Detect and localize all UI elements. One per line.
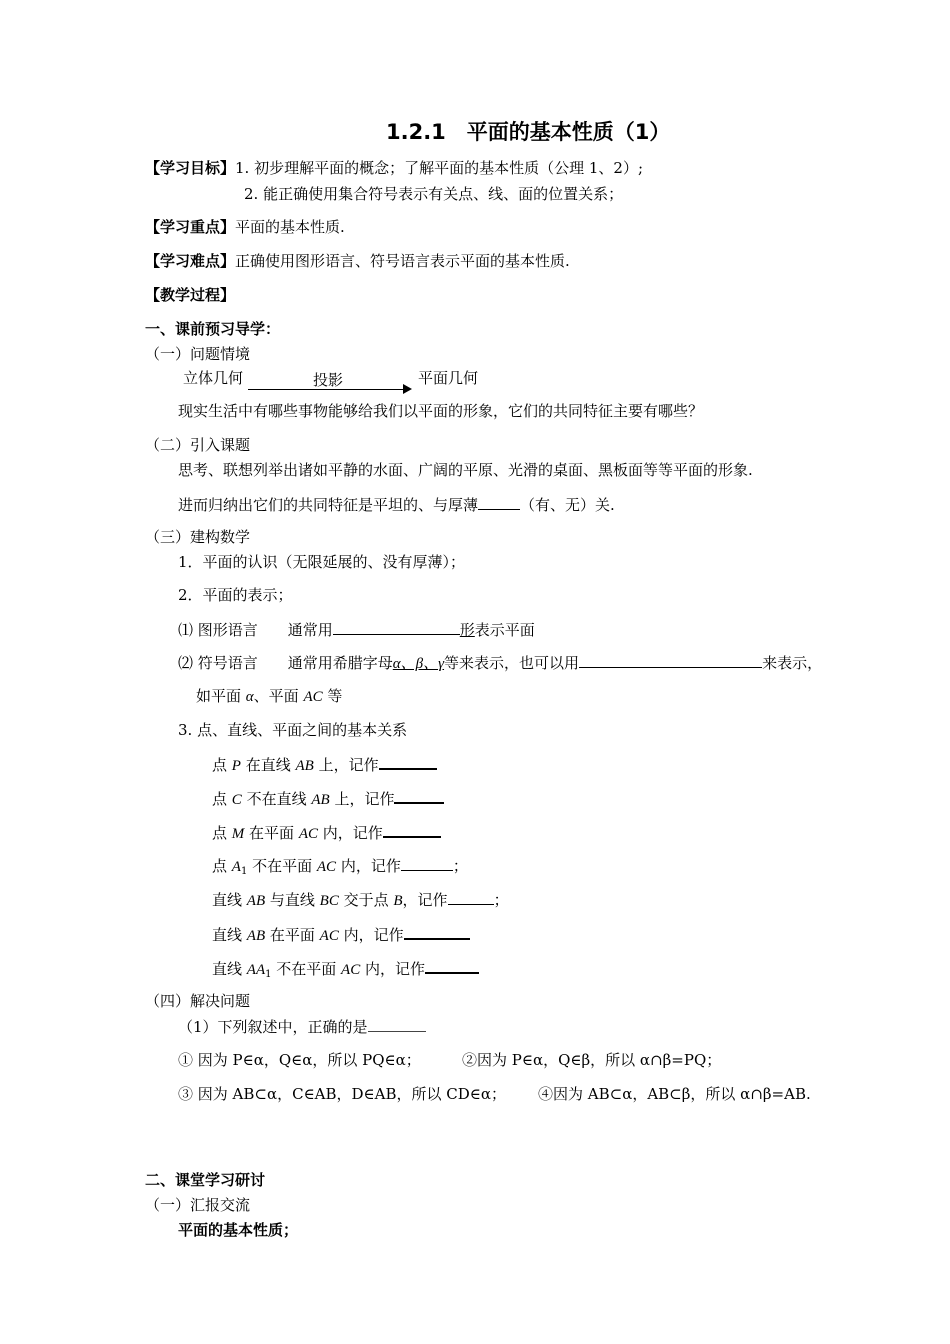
- s4-question-1: （1）下列叙述中，正确的是: [178, 1016, 426, 1037]
- s3-item-2: 2．平面的表示；: [178, 586, 293, 604]
- symbol-language-line: ⑵ 符号语言 通常用希腊字母α、β、γ等来表示，也可以用 来表示，: [178, 654, 823, 672]
- difficulty-text: 正确使用图形语言、符号语言表示平面的基本性质.: [235, 252, 570, 270]
- answer-blank: [404, 923, 470, 940]
- relation-row: 直线 AB 与直线 BC 交于点 B，记作 ；: [212, 891, 509, 909]
- focus-label: 【学习重点】: [145, 218, 236, 236]
- goals-label: 【学习目标】: [145, 159, 236, 177]
- difficulty-line: [145, 251, 570, 271]
- symbol-language-example: 如平面 α、平面 AC 等: [196, 687, 343, 705]
- relation-row: 点 M 在平面 AC 内，记作: [212, 821, 441, 844]
- difficulty-label: 【学习难点】: [145, 252, 236, 270]
- s1-question: 现实生活中有哪些事物能够给我们以平面的形象，它们的共同特征主要有哪些？: [178, 402, 704, 420]
- s1-heading: （一）问题情境: [145, 345, 251, 363]
- part1-heading: 一、课前预习导学：: [145, 320, 281, 338]
- relation-row: 点 C 不在直线 AB 上，记作: [212, 787, 444, 810]
- s2-heading: （二）引入课题: [145, 436, 251, 454]
- answer-blank: [448, 889, 494, 905]
- s2-line-2: 进而归纳出它们的共同特征是平坦的、与厚薄 （有、无）关.: [178, 496, 615, 514]
- goals-item-1: 1. 初步理解平面的概念；了解平面的基本性质（公理 1、2）;: [235, 159, 644, 177]
- s2-line-1: 思考、联想列举出诸如平静的水面、广阔的平原、光滑的桌面、黑板面等等平面的形象.: [178, 461, 753, 479]
- s1-arrow-label: 投影: [313, 371, 344, 389]
- s3-heading: （三）建构数学: [145, 528, 251, 546]
- answer-blank: [383, 821, 441, 838]
- s4-heading: （四）解决问题: [145, 992, 251, 1010]
- answer-blank: [401, 855, 453, 871]
- s1-right-label: 平面几何: [418, 369, 479, 387]
- part2-heading: 二、课堂学习研讨: [145, 1171, 266, 1189]
- answer-blank: [333, 619, 460, 635]
- relation-row: 直线 AB 在平面 AC 内，记作: [212, 923, 470, 946]
- answer-blank: [368, 1016, 426, 1032]
- s3-item-1: 1．平面的认识（无限延展的、没有厚薄）；: [178, 553, 466, 571]
- option-4: ④因为 AB⊂α，AB⊂β，所以 α∩β=AB.: [538, 1085, 811, 1103]
- option-2: ②因为 P∈α，Q∈β，所以 α∩β=PQ；: [462, 1051, 722, 1069]
- relation-row: 点 P 在直线 AB 上，记作: [212, 753, 437, 776]
- answer-blank: [425, 957, 479, 974]
- focus-line: [145, 217, 345, 237]
- goals-item-2: 2. 能正确使用集合符号表示有关点、线、面的位置关系；: [244, 185, 624, 203]
- page-title: 1.2.1 平面的基本性质（1）: [386, 120, 671, 144]
- option-3: ③ 因为 AB⊂α，C∈AB，D∈AB，所以 CD∈α；: [178, 1085, 507, 1103]
- focus-text: 平面的基本性质.: [235, 218, 345, 236]
- option-1: ① 因为 P∈α，Q∈α，所以 PQ∈α；: [178, 1051, 421, 1069]
- answer-blank: [579, 652, 762, 668]
- s1-left-label: 立体几何: [183, 369, 244, 387]
- relation-row: 点 $A_1$ 不在平面 AC 内，记作 ；: [212, 857, 468, 877]
- answer-blank: [379, 753, 437, 770]
- part2-s1-heading: （一）汇报交流: [145, 1196, 251, 1214]
- process-label: 【教学过程】: [145, 286, 236, 304]
- answer-blank: [478, 494, 520, 510]
- graphic-language-line: ⑴ 图形语言 通常用 形表示平面: [178, 621, 535, 639]
- s3-item-3: 3. 点、直线、平面之间的基本关系: [178, 721, 408, 739]
- part2-bold-line: 平面的基本性质；: [178, 1221, 299, 1239]
- answer-blank: [394, 787, 444, 804]
- relation-row: 直线 $AA_1$ 不在平面 AC 内，记作: [212, 957, 479, 985]
- arrow-right-icon: [403, 384, 412, 394]
- projection-arrow-line: [248, 389, 405, 390]
- goals-line-1: [145, 158, 643, 178]
